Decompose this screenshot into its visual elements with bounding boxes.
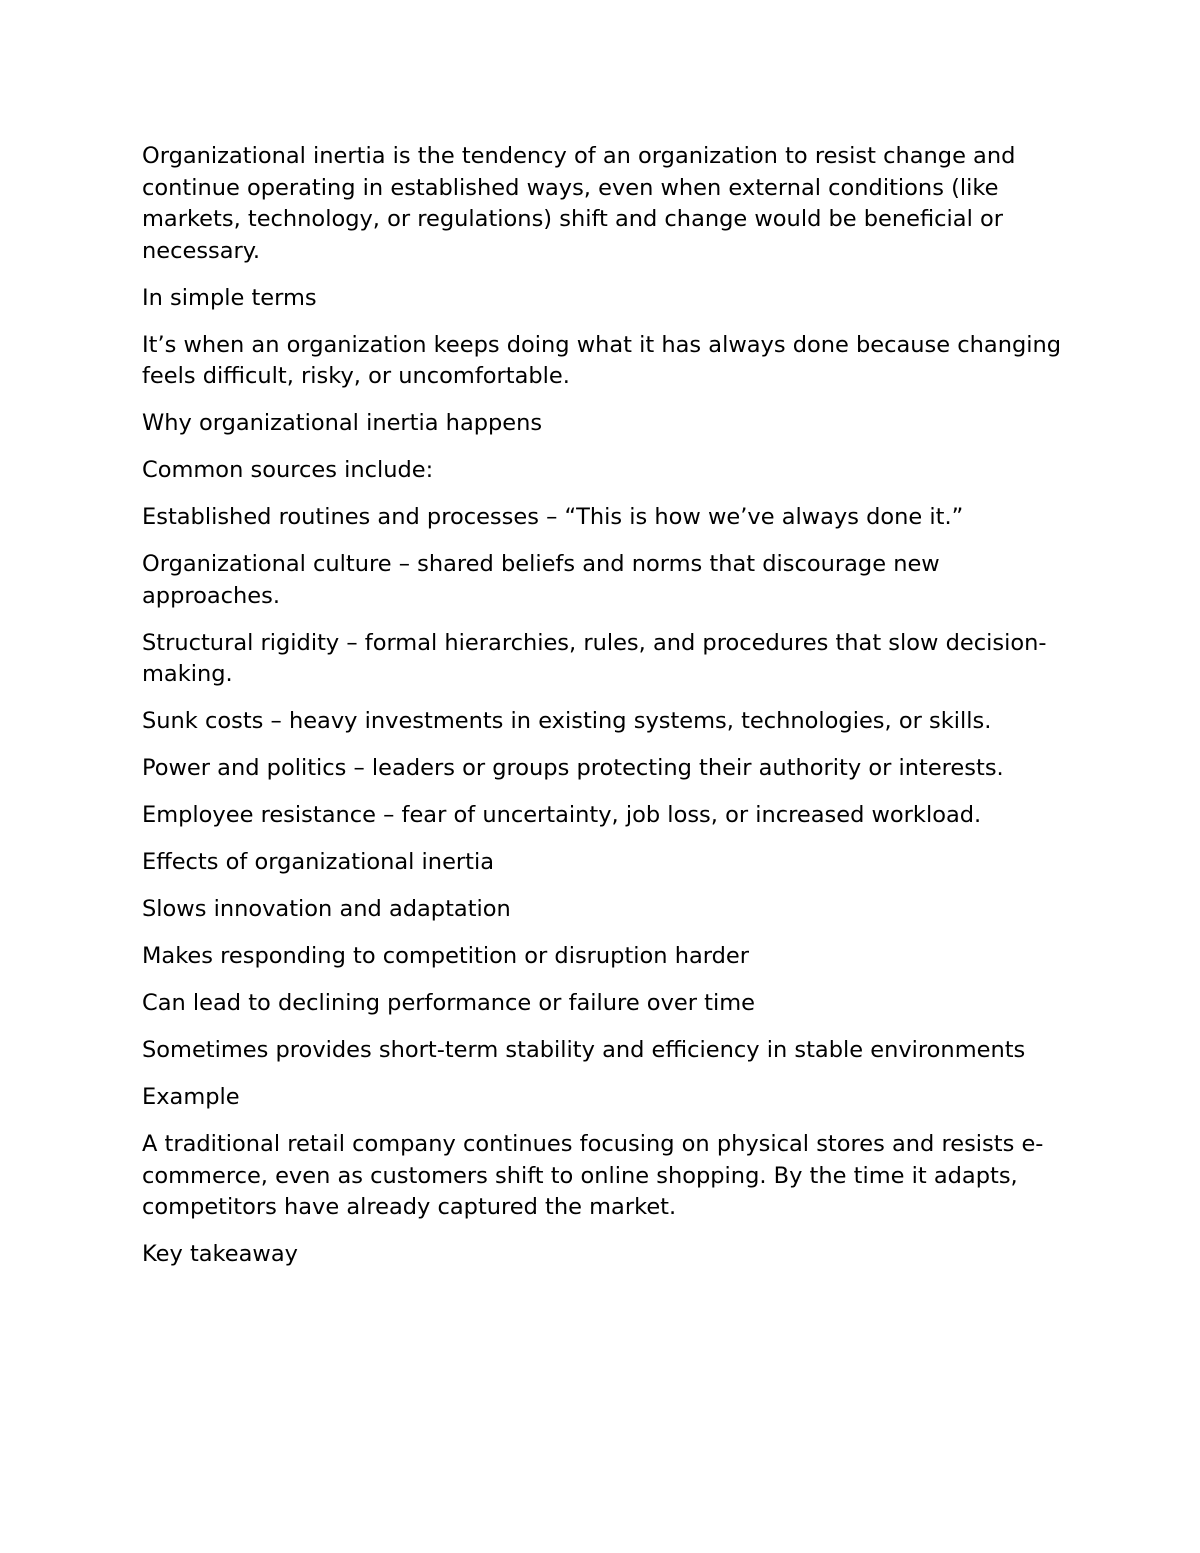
effect-item-competition: Makes responding to competition or disruption harder (142, 943, 749, 969)
definition-paragraph: Organizational inertia is the tendency of an organization to resist change and continue operating in established ways, even when external conditions (like markets, technology, or regulations) shift and change would be beneficial or necessary. (142, 143, 1016, 264)
source-item-sunk-costs: Sunk costs – heavy investments in existing systems, technologies, or skills. (142, 708, 992, 734)
simple-terms-paragraph: It’s when an organization keeps doing what it has always done because changing feels difficult, risky, or uncomfortable. (142, 331, 1062, 389)
heading-simple-terms: In simple terms (142, 284, 317, 311)
source-item-culture: Organizational culture – shared beliefs and norms that discourage new approaches. (142, 551, 940, 609)
effect-item-stability: Sometimes provides short-term stability and efficiency in stable environments (142, 1037, 1026, 1063)
heading-effects: Effects of organizational inertia (142, 849, 495, 875)
source-item-routines: Established routines and processes – “This is how we’ve always done it.” (142, 504, 964, 530)
effect-item-performance: Can lead to declining performance or failure over time (142, 990, 755, 1016)
document-body (142, 141, 1072, 1286)
heading-why-inertia-happens: Why organizational inertia happens (142, 410, 543, 436)
source-item-employee-resistance: Employee resistance – fear of uncertainty, job loss, or increased workload. (142, 802, 982, 828)
effect-item-innovation: Slows innovation and adaptation (142, 896, 511, 922)
source-item-structure: Structural rigidity – formal hierarchies, rules, and procedures that slow decision-making. (142, 629, 1047, 687)
heading-key-takeaway: Key takeaway (142, 1241, 298, 1267)
example-paragraph: A traditional retail company continues focusing on physical stores and resists e-commerce, even as customers shift to online shopping. By the time it adapts, competitors have already captured the market. (142, 1131, 1044, 1220)
source-item-power-politics: Power and politics – leaders or groups protecting their authority or interests. (142, 755, 1004, 781)
heading-example: Example (142, 1084, 240, 1110)
sources-intro: Common sources include: (142, 457, 434, 483)
